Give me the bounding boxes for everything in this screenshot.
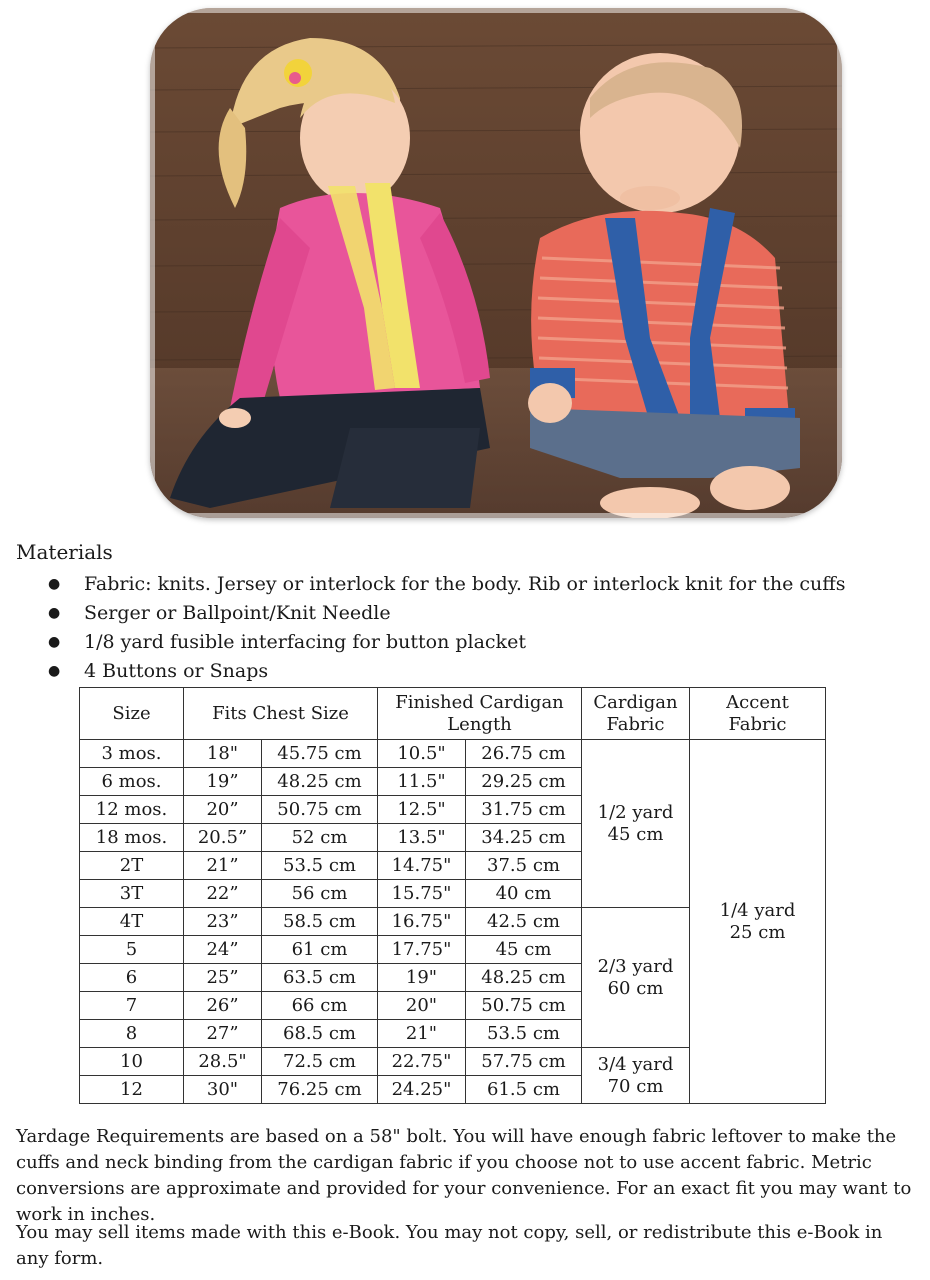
cell-chest-cm: 68.5 cm [262, 1020, 378, 1048]
bullet-icon: ● [48, 634, 61, 650]
cell-length-in: 14.75" [378, 852, 466, 880]
cell-chest-cm: 56 cm [262, 880, 378, 908]
yardage-note: Yardage Requirements are based on a 58" bolt. You will have enough fabric leftover to make the cuffs and neck binding from the cardigan fabric if you choose not to use accent fabric. Metric conversions are approximate and provided for your convenience. For an exact fit you may want to work in inches. [16, 1126, 912, 1225]
cell-chest-in: 20” [184, 796, 262, 824]
cell-length-in: 17.75" [378, 936, 466, 964]
cell-length-in: 21" [378, 1020, 466, 1048]
cell-length-cm: 26.75 cm [466, 740, 582, 768]
cell-length-cm: 57.75 cm [466, 1048, 582, 1076]
cell-length-cm: 42.5 cm [466, 908, 582, 936]
cell-length-cm: 40 cm [466, 880, 582, 908]
cell-chest-in: 18" [184, 740, 262, 768]
cell-chest-in: 19” [184, 768, 262, 796]
cell-chest-in: 28.5" [184, 1048, 262, 1076]
cell-chest-in: 25” [184, 964, 262, 992]
cell-size: 18 mos. [80, 824, 184, 852]
cell-size: 12 mos. [80, 796, 184, 824]
cell-length-cm: 34.25 cm [466, 824, 582, 852]
cell-chest-cm: 61 cm [262, 936, 378, 964]
cell-length-cm: 29.25 cm [466, 768, 582, 796]
cell-chest-in: 24” [184, 936, 262, 964]
cell-length-cm: 31.75 cm [466, 796, 582, 824]
table-header-row [80, 688, 826, 740]
cell-length-cm: 53.5 cm [466, 1020, 582, 1048]
cell-length-cm: 37.5 cm [466, 852, 582, 880]
cell-size: 2T [80, 852, 184, 880]
header-accent-fabric: Accent Fabric [690, 688, 826, 740]
cell-size: 6 mos. [80, 768, 184, 796]
bullet-icon: ● [48, 576, 61, 592]
cell-size: 12 [80, 1076, 184, 1104]
cell-chest-in: 30" [184, 1076, 262, 1104]
cell-chest-in: 22” [184, 880, 262, 908]
list-item: ● Fabric: knits. Jersey or interlock for the body. Rib or interlock knit for the cuffs [40, 570, 845, 599]
cell-chest-in: 23” [184, 908, 262, 936]
header-chest: Fits Chest Size [184, 688, 378, 740]
cell-chest-in: 26” [184, 992, 262, 1020]
cell-size: 8 [80, 1020, 184, 1048]
cover-photo [150, 8, 842, 518]
size-chart-table [79, 687, 826, 1104]
cell-length-in: 20" [378, 992, 466, 1020]
cell-size: 4T [80, 908, 184, 936]
cell-length-in: 10.5" [378, 740, 466, 768]
cell-chest-in: 27” [184, 1020, 262, 1048]
table-row [80, 740, 826, 768]
cell-chest-cm: 66 cm [262, 992, 378, 1020]
header-length: Finished Cardigan Length [378, 688, 582, 740]
cell-length-cm: 45 cm [466, 936, 582, 964]
cell-size: 7 [80, 992, 184, 1020]
cell-chest-cm: 58.5 cm [262, 908, 378, 936]
list-item: ● Serger or Ballpoint/Knit Needle [40, 599, 845, 628]
license-note: You may sell items made with this e-Book. You may not copy, sell, or redistribute this e-Book in any form. [16, 1222, 883, 1269]
cell-size: 5 [80, 936, 184, 964]
cell-chest-cm: 52 cm [262, 824, 378, 852]
children-photo-illustration [150, 8, 842, 518]
cell-cardigan-fabric: 3/4 yard 70 cm [582, 1048, 690, 1104]
header-cardigan-fabric: Cardigan Fabric [582, 688, 690, 740]
cell-length-in: 19" [378, 964, 466, 992]
cell-chest-in: 20.5” [184, 824, 262, 852]
cell-length-in: 24.25" [378, 1076, 466, 1104]
cell-length-in: 13.5" [378, 824, 466, 852]
cell-chest-cm: 48.25 cm [262, 768, 378, 796]
list-item: ● 1/8 yard fusible interfacing for button placket [40, 628, 845, 657]
cell-chest-cm: 76.25 cm [262, 1076, 378, 1104]
cell-length-in: 22.75" [378, 1048, 466, 1076]
cell-length-cm: 48.25 cm [466, 964, 582, 992]
list-item: ● 4 Buttons or Snaps [40, 657, 845, 686]
cell-length-in: 11.5" [378, 768, 466, 796]
cell-chest-cm: 45.75 cm [262, 740, 378, 768]
cell-chest-cm: 72.5 cm [262, 1048, 378, 1076]
bullet-icon: ● [48, 605, 61, 621]
bullet-icon: ● [48, 663, 61, 679]
cell-cardigan-fabric: 2/3 yard 60 cm [582, 908, 690, 1048]
cell-accent-fabric: 1/4 yard 25 cm [690, 740, 826, 1104]
cell-size: 3T [80, 880, 184, 908]
cell-chest-in: 21” [184, 852, 262, 880]
cell-chest-cm: 63.5 cm [262, 964, 378, 992]
cell-length-in: 15.75" [378, 880, 466, 908]
materials-heading: Materials [16, 540, 113, 564]
cell-size: 10 [80, 1048, 184, 1076]
cell-chest-cm: 50.75 cm [262, 796, 378, 824]
cell-cardigan-fabric: 1/2 yard 45 cm [582, 740, 690, 908]
cell-length-cm: 50.75 cm [466, 992, 582, 1020]
materials-list [40, 570, 845, 686]
cell-size: 3 mos. [80, 740, 184, 768]
cell-length-in: 12.5" [378, 796, 466, 824]
cell-length-cm: 61.5 cm [466, 1076, 582, 1104]
header-size: Size [80, 688, 184, 740]
cell-size: 6 [80, 964, 184, 992]
cell-chest-cm: 53.5 cm [262, 852, 378, 880]
cell-length-in: 16.75" [378, 908, 466, 936]
